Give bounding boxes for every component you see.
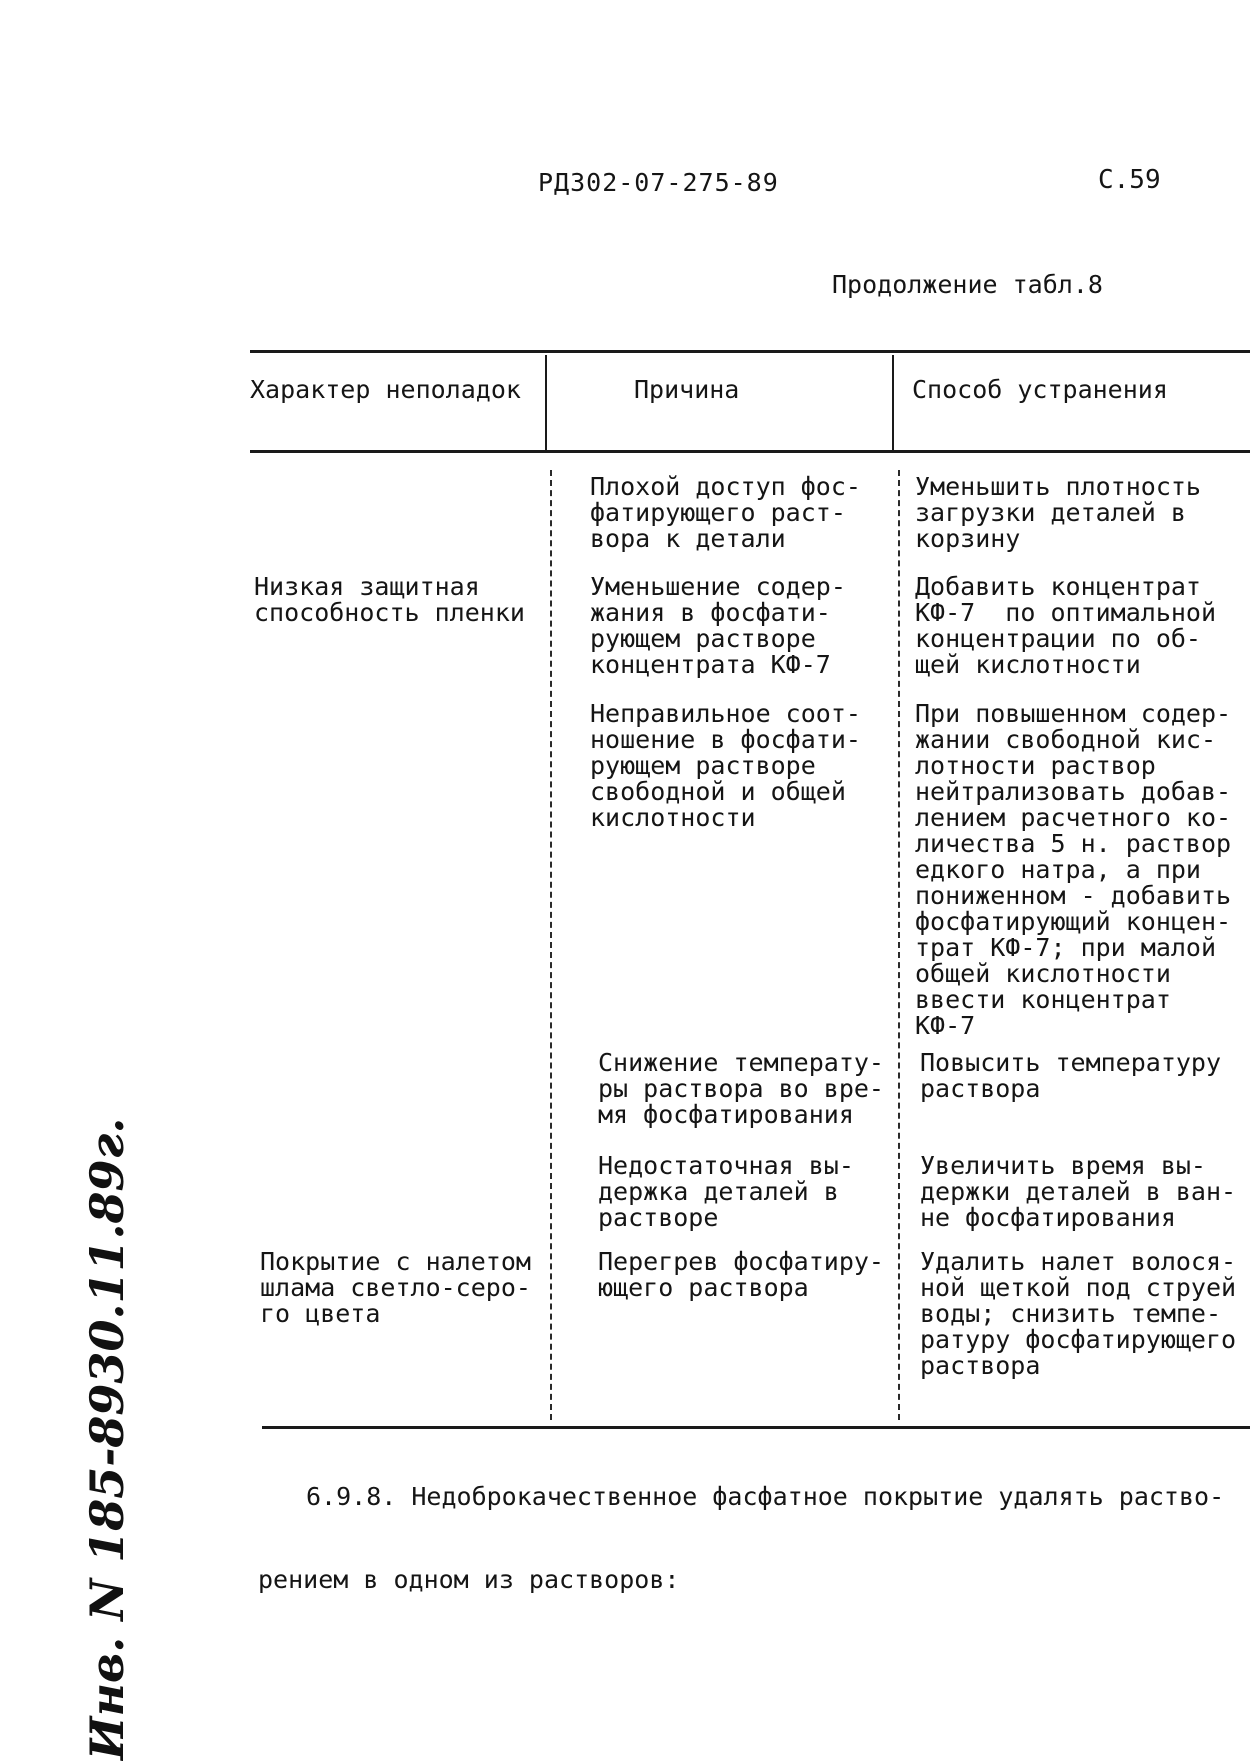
- table-cell-fault: Покрытие с налетом шлама светло-серо- го цвета: [260, 1247, 531, 1328]
- table-cell-cause: Перегрев фосфатиру- ющего раствора: [598, 1247, 884, 1302]
- table-top-rule: [250, 350, 1250, 353]
- body-column-divider-2: [898, 470, 900, 1420]
- header-column-divider-2: [892, 355, 894, 450]
- body-paragraph-line-1: 6.9.8. Недоброкачественное фасфатное покрытие удалять раство-: [306, 1482, 1225, 1511]
- table-cell-remedy: Удалить налет волося- ной щеткой под струей воды; снизить темпе- ратуру фосфатирующего раствора: [920, 1247, 1237, 1380]
- table-cell-remedy: Добавить концентрат КФ-7 по оптимальной концентрации по об- щей кислотности: [915, 572, 1217, 679]
- table-cell-remedy: Повысить температуру раствора: [920, 1048, 1222, 1103]
- table-cell-cause: Снижение температу- ры раствора во вре- мя фосфатирования: [598, 1048, 884, 1129]
- table-cell-cause: Плохой доступ фос- фатирующего раст- вора к детали: [590, 472, 861, 553]
- table-header-rule: [250, 450, 1250, 453]
- table-continuation-caption: Продолжение табл.8: [832, 270, 1103, 299]
- column-header-fault: Характер неполадок: [250, 375, 521, 404]
- table-cell-cause: Уменьшение содер- жания в фосфати- рующем растворе концентрата КФ-7: [590, 572, 846, 679]
- table-cell-remedy: Уменьшить плотность загрузки деталей в корзину: [915, 472, 1201, 553]
- body-column-divider-1: [550, 470, 552, 1420]
- inventory-date: 30.11.89г.: [80, 1117, 134, 1384]
- header-column-divider-1: [545, 355, 547, 450]
- document-code: РД302-07-275-89: [538, 168, 779, 197]
- inventory-number: Инв. N 185-89: [80, 1383, 134, 1760]
- table-cell-remedy: При повышенном содер- жании свободной кис- лотности раствор нейтрализовать добав- лением расчетного ко- личества 5 н. раствор едкого натра, а при пониженном - добавить фосфатирующий концен- трат КФ-7; при малой общей кислотности ввести концентрат КФ-7: [915, 699, 1232, 1040]
- page-number: С.59: [1098, 165, 1161, 195]
- column-header-cause: Причина: [634, 375, 740, 404]
- column-header-remedy: Способ устранения: [912, 375, 1168, 404]
- table-bottom-rule: [262, 1426, 1250, 1429]
- body-paragraph-line-2: рением в одном из растворов:: [258, 1565, 680, 1594]
- table-cell-remedy: Увеличить время вы- держки деталей в ван- не фосфатирования: [920, 1151, 1237, 1232]
- table-cell-cause: Неправильное соот- ношение в фосфати- рующем растворе свободной и общей кислотности: [590, 699, 861, 832]
- handwritten-inventory-note: [72, 1117, 142, 1760]
- table-cell-cause: Недостаточная вы- держка деталей в растворе: [598, 1151, 854, 1232]
- table-cell-fault: Низкая защитная способность пленки: [254, 572, 525, 627]
